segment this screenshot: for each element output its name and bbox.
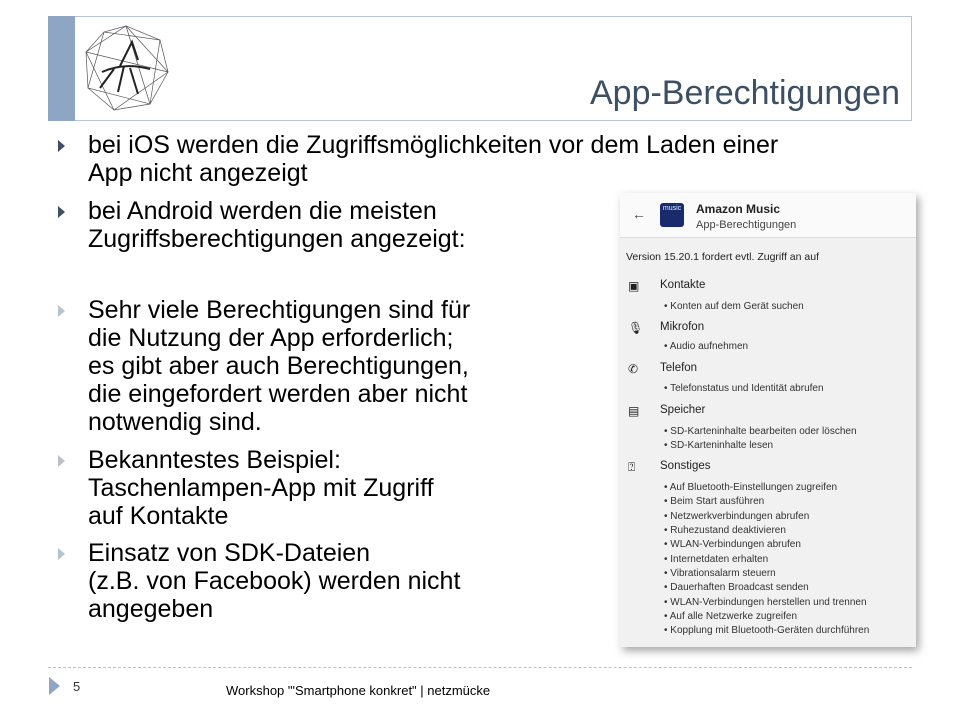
bullet-text-line: Einsatz von SDK-Dateien [88, 539, 371, 567]
bullet-marker [58, 548, 65, 560]
bullet-text-line: angegeben [88, 595, 214, 623]
section-title: Kontakte [660, 279, 706, 291]
app-subtitle: App-Berechtigungen [696, 219, 797, 231]
bullet-text-line: auf Kontakte [88, 502, 229, 530]
permission-item: • SD-Karteninhalte bearbeiten oder löschen [664, 426, 857, 437]
bullet-text-line: bei iOS werden die Zugriffsmöglichkeiten vor dem Laden einer [88, 131, 779, 159]
permission-item: • Dauerhaften Broadcast senden [664, 582, 809, 593]
section-title: Telefon [660, 362, 698, 374]
bullet-text-line: Zugriffsberechtigungen angezeigt: [88, 225, 466, 253]
bullet-text-line: die Nutzung der App erforderlich; [88, 324, 454, 352]
permission-item: • Vibrationsalarm steuern [664, 568, 776, 579]
bullet-marker [58, 140, 65, 152]
permission-item: • SD-Karteninhalte lesen [664, 440, 774, 451]
section-title: Mikrofon [660, 321, 705, 333]
section-title: Speicher [660, 404, 706, 416]
app-name: Amazon Music [696, 202, 781, 216]
permission-item: • WLAN-Verbindungen abrufen [664, 539, 801, 550]
slide-title: App-Berechtigungen [589, 74, 900, 112]
bullet-marker [58, 455, 65, 467]
phone-screenshot [620, 193, 916, 647]
page-number: 5 [73, 679, 81, 694]
bullet-text-line: die eingefordert werden aber nicht [88, 380, 468, 408]
permission-item: • Netzwerkverbindungen abrufen [664, 511, 810, 522]
bullet-ios [88, 131, 908, 187]
bullet-text-line: (z.B. von Facebook) werden nicht [88, 567, 461, 595]
phone-app-header [620, 193, 916, 238]
permission-item: • Ruhezustand deaktivieren [664, 525, 786, 536]
phone-icon: ✆ [628, 362, 639, 376]
bullet-text-line: bei Android werden die meisten [88, 197, 437, 225]
bullet-text-line: App nicht angezeigt [88, 159, 308, 187]
title-accent-bar [48, 16, 75, 121]
permission-item: • Internetdaten erhalten [664, 554, 769, 565]
permission-item: • Auf Bluetooth-Einstellungen zugreifen [664, 482, 838, 493]
permission-item: • Konten auf dem Gerät suchen [664, 301, 804, 312]
bullet-android [88, 197, 588, 253]
back-arrow-icon: ← [632, 206, 646, 222]
section-title: Sonstiges [660, 460, 711, 472]
permission-item: • WLAN-Verbindungen herstellen und trennen [664, 597, 867, 608]
footer-arrow-icon [49, 677, 60, 695]
footer-text: Workshop "'Smartphone konkret" | netzmücke [226, 683, 491, 698]
app-icon-text: music [662, 205, 682, 212]
bullet-text-line: Bekanntestes Beispiel: [88, 446, 341, 474]
permission-item: • Kopplung mit Bluetooth-Geräten durchführen [664, 625, 870, 636]
bullet-sdk [88, 539, 588, 623]
bullet-permissions-note [88, 296, 588, 436]
question-icon: ⍰ [628, 460, 636, 474]
contacts-icon: ▣ [628, 279, 640, 293]
mosquito-logo [80, 22, 172, 114]
bullet-text-line: Taschenlampen-App mit Zugriff [88, 474, 434, 502]
bullet-text-line: es gibt aber auch Berechtigungen, [88, 352, 469, 380]
bullet-text-line: notwendig sind. [88, 408, 262, 436]
microphone-icon: 🎙 [628, 321, 644, 335]
bullet-marker [58, 206, 65, 218]
amazon-music-app-icon [660, 203, 684, 227]
storage-icon: ▤ [628, 404, 640, 418]
bullet-marker [58, 305, 65, 317]
permission-item: • Beim Start ausführen [664, 496, 765, 507]
permission-item: • Auf alle Netzwerke zugreifen [664, 611, 798, 622]
bullet-example [88, 446, 588, 530]
footer-divider [48, 667, 912, 668]
version-note: Version 15.20.1 fordert evtl. Zugriff an auf [626, 251, 820, 263]
permission-item: • Audio aufnehmen [664, 341, 749, 352]
bullet-text-line: Sehr viele Berechtigungen sind für [88, 296, 471, 324]
permission-item: • Telefonstatus und Identität abrufen [664, 383, 824, 394]
